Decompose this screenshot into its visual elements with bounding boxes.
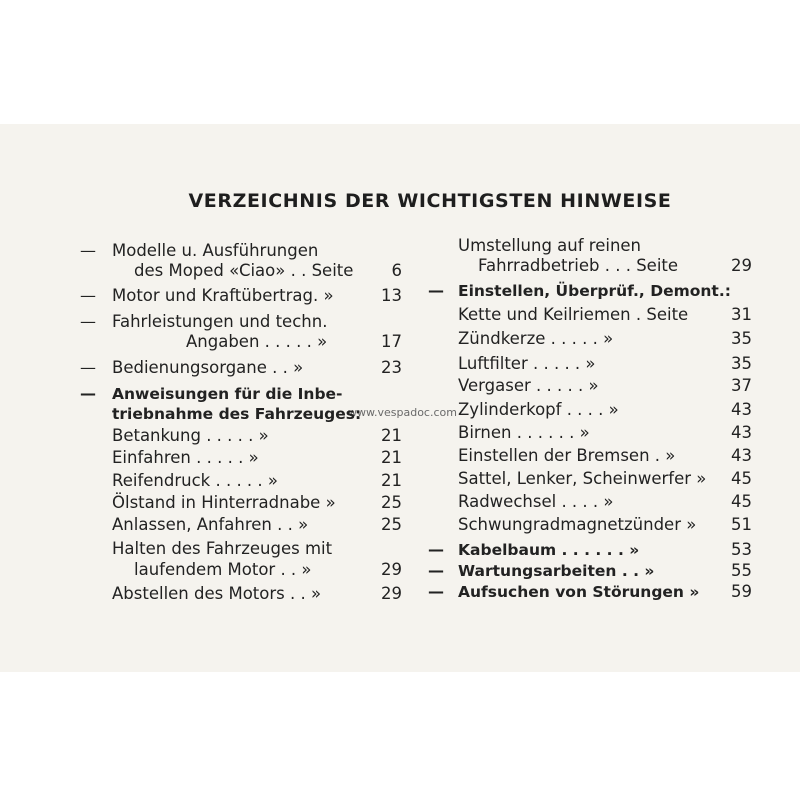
page-number: 53: [731, 540, 752, 559]
toc-entry-zuendkerze: Zündkerze . . . . . »: [458, 329, 614, 348]
page-number: 23: [381, 358, 402, 377]
toc-entry-halten-cont: laufendem Motor . . »: [134, 560, 312, 579]
entry-dash: —: [80, 384, 96, 403]
page-number: 59: [731, 582, 752, 601]
toc-section-einstellen: Einstellen, Überprüf., Demont.:: [458, 282, 731, 300]
toc-entry-sattel: Sattel, Lenker, Scheinwerfer »: [458, 469, 707, 488]
page-number: 55: [731, 561, 752, 580]
entry-dash: —: [80, 312, 96, 331]
page-number: 37: [731, 376, 752, 395]
entry-dash: —: [428, 582, 444, 601]
page-number: 25: [381, 515, 402, 534]
toc-entry-birnen: Birnen . . . . . . »: [458, 423, 590, 442]
page-number: 29: [731, 256, 752, 275]
page-number: 21: [381, 471, 402, 490]
page-number: 25: [381, 493, 402, 512]
toc-entry-abstellen: Abstellen des Motors . . »: [112, 584, 322, 603]
toc-entry-bremsen: Einstellen der Bremsen . »: [458, 446, 676, 465]
toc-entry-halten: Halten des Fahrzeuges mit: [112, 539, 333, 558]
page-title: VERZEICHNIS DER WICHTIGSTEN HINWEISE: [188, 190, 672, 212]
page-number: 51: [731, 515, 752, 534]
entry-dash: —: [428, 561, 444, 580]
toc-entry-umstellung-cont: Fahrradbetrieb . . . Seite: [478, 256, 679, 275]
entry-dash: —: [80, 286, 96, 305]
toc-entry-oelstand: Ölstand in Hinterradnabe »: [112, 493, 336, 512]
toc-entry-bedienungsorgane: Bedienungsorgane . . »: [112, 358, 304, 377]
toc-entry-motor: Motor und Kraftübertrag. »: [112, 286, 334, 305]
page-number: 6: [391, 261, 402, 280]
page-number: 35: [731, 329, 752, 348]
toc-entry-angaben: Angaben . . . . . »: [186, 332, 328, 351]
toc-entry-reifendruck: Reifendruck . . . . . »: [112, 471, 279, 490]
page-number: 29: [381, 560, 402, 579]
book-page: [0, 124, 800, 672]
toc-entry-zylinderkopf: Zylinderkopf . . . . »: [458, 400, 619, 419]
entry-dash: —: [80, 358, 96, 377]
toc-entry-umstellung: Umstellung auf reinen: [458, 236, 642, 255]
page-number: 43: [731, 400, 752, 419]
page-number: 31: [731, 305, 752, 324]
page-number: 43: [731, 423, 752, 442]
entry-dash: —: [428, 281, 444, 300]
watermark: www.vespadoc.com: [348, 406, 457, 419]
toc-section-anweisungen: Anweisungen für die Inbe-: [112, 385, 343, 403]
toc-entry-einfahren: Einfahren . . . . . »: [112, 448, 259, 467]
toc-entry-kette: Kette und Keilriemen . Seite: [458, 305, 689, 324]
toc-entry-betankung: Betankung . . . . . »: [112, 426, 269, 445]
page-number: 21: [381, 426, 402, 445]
toc-section-anweisungen-cont: triebnahme des Fahrzeuges:: [112, 405, 362, 423]
toc-entry-modelle: Modelle u. Ausführungen: [112, 241, 319, 260]
page-number: 21: [381, 448, 402, 467]
entry-dash: —: [428, 540, 444, 559]
page-number: 45: [731, 492, 752, 511]
page-number: 17: [381, 332, 402, 351]
toc-section-stoerungen: Aufsuchen von Störungen »: [458, 583, 700, 601]
toc-section-wartung: Wartungsarbeiten . . »: [458, 562, 655, 580]
entry-dash: —: [80, 241, 96, 260]
toc-entry-fahrleistungen: Fahrleistungen und techn.: [112, 312, 328, 331]
page-number: 35: [731, 354, 752, 373]
page-number: 29: [381, 584, 402, 603]
page-number: 45: [731, 469, 752, 488]
toc-section-kabelbaum: Kabelbaum . . . . . . »: [458, 541, 640, 559]
page-number: 43: [731, 446, 752, 465]
page-number: 13: [381, 286, 402, 305]
toc-entry-anlassen: Anlassen, Anfahren . . »: [112, 515, 309, 534]
toc-entry-schwungrad: Schwungradmagnetzünder »: [458, 515, 697, 534]
toc-entry-vergaser: Vergaser . . . . . »: [458, 376, 599, 395]
toc-entry-modelle-cont: des Moped «Ciao» . . Seite: [134, 261, 354, 280]
toc-entry-radwechsel: Radwechsel . . . . »: [458, 492, 614, 511]
toc-entry-luftfilter: Luftfilter . . . . . »: [458, 354, 596, 373]
